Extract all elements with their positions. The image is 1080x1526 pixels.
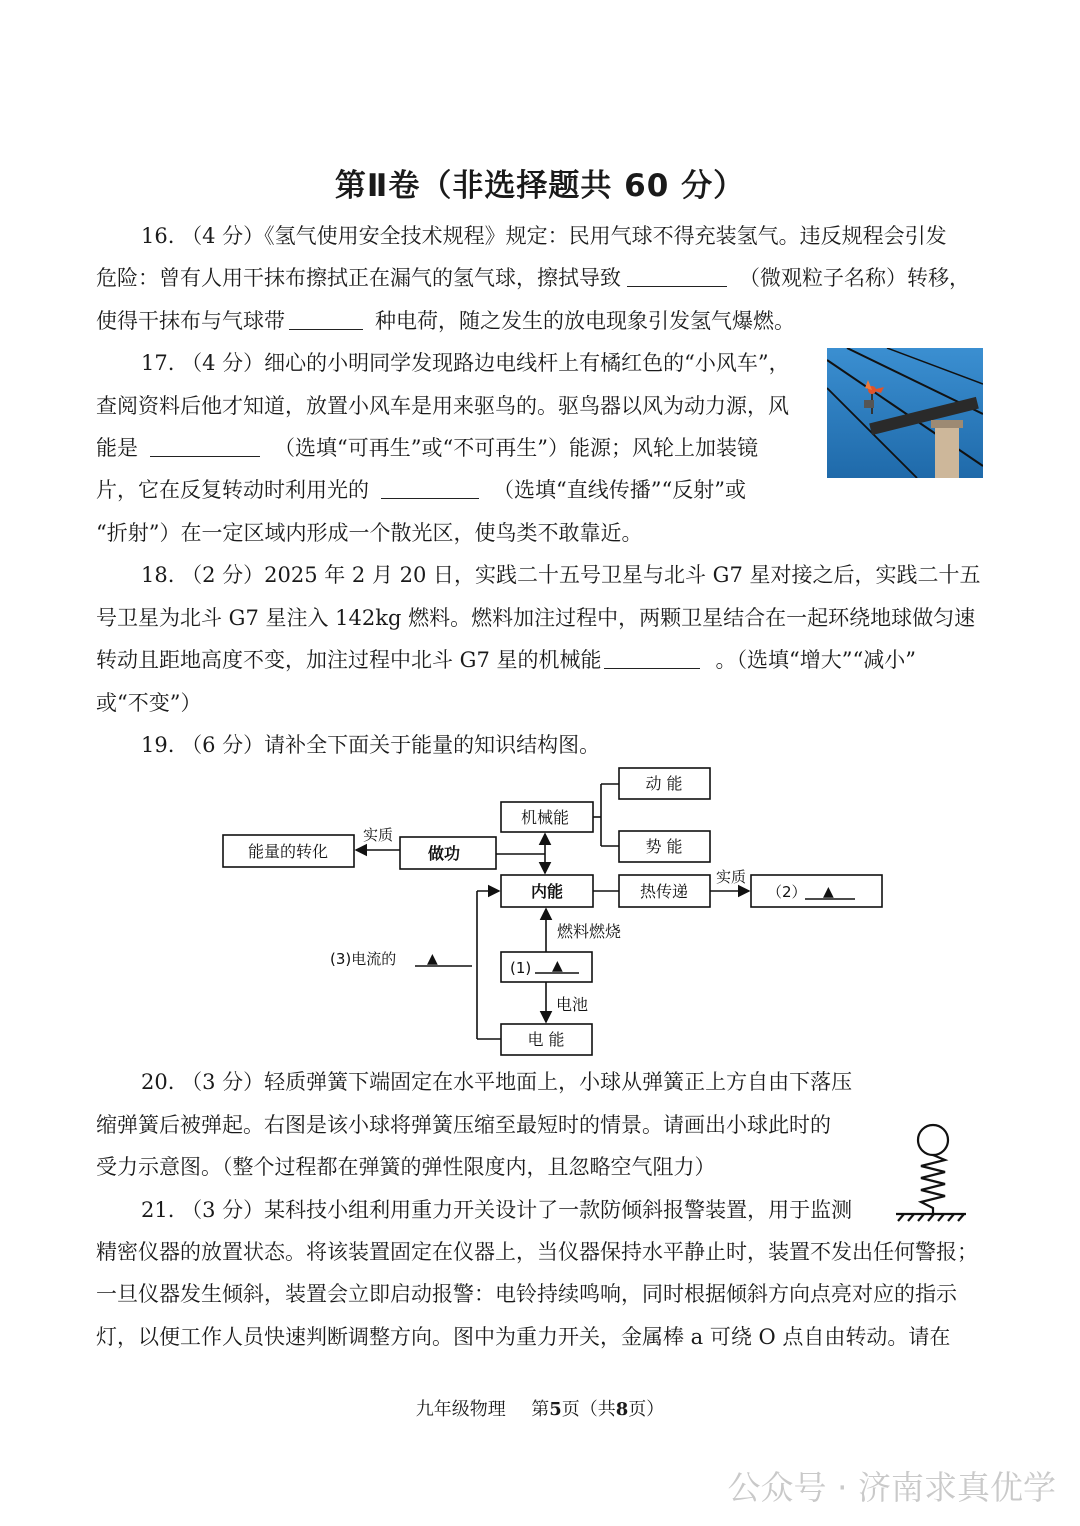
footer-page-suffix: 页） [628, 1399, 665, 1420]
q18-line1: 18. （2 分）2025 年 2 月 20 日，实践二十五号卫星与北斗 G7 星对接之后，实践二十五 [141, 563, 981, 587]
q16-line3 [96, 306, 795, 336]
q17-line1: 17. （4 分）细心的小明同学发现路边电线杆上有橘红色的“小风车”， [141, 351, 790, 375]
q21-line4: 灯，以便工作人员快速判断调整方向。图中为重力开关，金属棒 a 可绕 O 点自由转动。请在 [96, 1325, 951, 1349]
q16-line2-tail: （微观粒子名称）转移， [739, 266, 970, 290]
triangle-2: ▲ [823, 884, 834, 900]
q21-line3: 一旦仪器发生倾斜，装置会立即启动报警：电铃持续鸣响，同时根据倾斜方向点亮对应的指示 [96, 1282, 957, 1306]
q18-line4: 或“不变”） [96, 691, 202, 715]
label-essence-left: 实质 [362, 826, 394, 844]
label-mechanical-energy: 机械能 [520, 808, 570, 827]
label-kinetic-energy: 动 能 [645, 774, 683, 793]
triangle-1: ▲ [552, 958, 563, 974]
q17-line4 [96, 475, 746, 505]
bird-repeller-photo [827, 348, 983, 478]
label-essence-right: 实质 [715, 868, 747, 886]
q18-line2: 号卫星为北斗 G7 星注入 142kg 燃料。燃料加注过程中，两颗卫星结合在一起环绕地球做匀速 [96, 606, 976, 630]
answer-blank [289, 307, 363, 330]
q18-line3-tail: 。（选填“增大”“减小” [715, 648, 916, 672]
label-fuel-combustion: 燃料燃烧 [557, 922, 622, 941]
section-title: 第Ⅱ卷（非选择题共 60 分） [334, 168, 746, 204]
label-energy-conversion: 能量的转化 [247, 842, 329, 861]
label-heat-transfer: 热传递 [639, 882, 689, 901]
q16-line3-text: 使得干抹布与气球带 [96, 309, 285, 333]
q16-line2 [96, 263, 970, 293]
q17-line3-text: 能是 [96, 436, 138, 460]
q18-line3-text: 转动且距地高度不变，加注过程中北斗 G7 星的机械能 [96, 648, 602, 672]
q20-line2: 缩弹簧后被弹起。右图是该小球将弹簧压缩至最短时的情景。请画出小球此时的 [96, 1113, 831, 1137]
bird-repeller-image [827, 348, 983, 478]
spring-ball-figure [890, 1120, 972, 1232]
q20-line1: 20. （3 分）轻质弹簧下端固定在水平地面上，小球从弹簧正上方自由下落压 [141, 1070, 853, 1094]
label-blank-3: (3)电流的 [330, 950, 397, 968]
q16-line1: 16. （4 分）《氢气使用安全技术规程》规定：民用气球不得充装氢气。违反规程会引发 [141, 224, 947, 248]
footer-page-total: 8 [615, 1399, 629, 1420]
label-work: 做功 [427, 844, 461, 863]
spring-ball-svg [890, 1120, 972, 1228]
label-blank-1: (1) [510, 959, 532, 977]
answer-blank [150, 434, 260, 457]
footer-page-number: 5 [549, 1399, 562, 1420]
energy-knowledge-diagram [215, 762, 895, 1066]
answer-blank [604, 646, 700, 669]
q16-line3-tail: 种电荷，随之发生的放电现象引发氢气爆燃。 [375, 309, 795, 333]
label-internal-energy: 内能 [530, 882, 564, 901]
q21-line2: 精密仪器的放置状态。将该装置固定在仪器上，当仪器保持水平静止时，装置不发出任何警报； [96, 1240, 978, 1264]
label-electric-energy: 电 能 [527, 1030, 565, 1049]
q17-line4-text: 片，它在反复转动时利用光的 [96, 478, 369, 502]
energy-diagram-svg [215, 762, 895, 1062]
q19-line1: 19. （6 分）请补全下面关于能量的知识结构图。 [141, 733, 601, 757]
triangle-3: ▲ [427, 951, 438, 967]
answer-blank [381, 476, 479, 499]
label-blank-2: （2） [767, 883, 807, 901]
watermark: 公众号 · 济南求真优学 [727, 1468, 1056, 1507]
q17-line3 [96, 433, 758, 463]
q17-line2: 查阅资料后他才知道，放置小风车是用来驱鸟的。驱鸟器以风为动力源，风 [96, 394, 789, 418]
q18-line3 [96, 645, 916, 675]
q17-line3-tail: （选填“可再生”或“不可再生”）能源；风轮上加装镜 [274, 436, 758, 460]
q16-line2-text: 危险：曾有人用干抹布擦拭正在漏气的氢气球，擦拭导致 [96, 266, 621, 290]
q17-line5: “折射”）在一定区域内形成一个散光区，使鸟类不敢靠近。 [96, 521, 643, 545]
footer-page-prefix: 第 [531, 1399, 550, 1420]
q21-line1: 21. （3 分）某科技小组利用重力开关设计了一款防倾斜报警装置，用于监测 [141, 1198, 853, 1222]
label-battery: 电池 [556, 995, 589, 1014]
answer-blank [627, 264, 727, 287]
page-footer [0, 1398, 1080, 1422]
q17-line4-tail: （选填“直线传播”“反射”或 [493, 478, 746, 502]
q20-line3: 受力示意图。（整个过程都在弹簧的弹性限度内，且忽略空气阻力） [96, 1155, 716, 1179]
footer-page-mid: 页（共 [561, 1399, 616, 1420]
footer-subject: 九年级物理 [415, 1399, 506, 1420]
label-potential-energy: 势 能 [645, 837, 683, 856]
